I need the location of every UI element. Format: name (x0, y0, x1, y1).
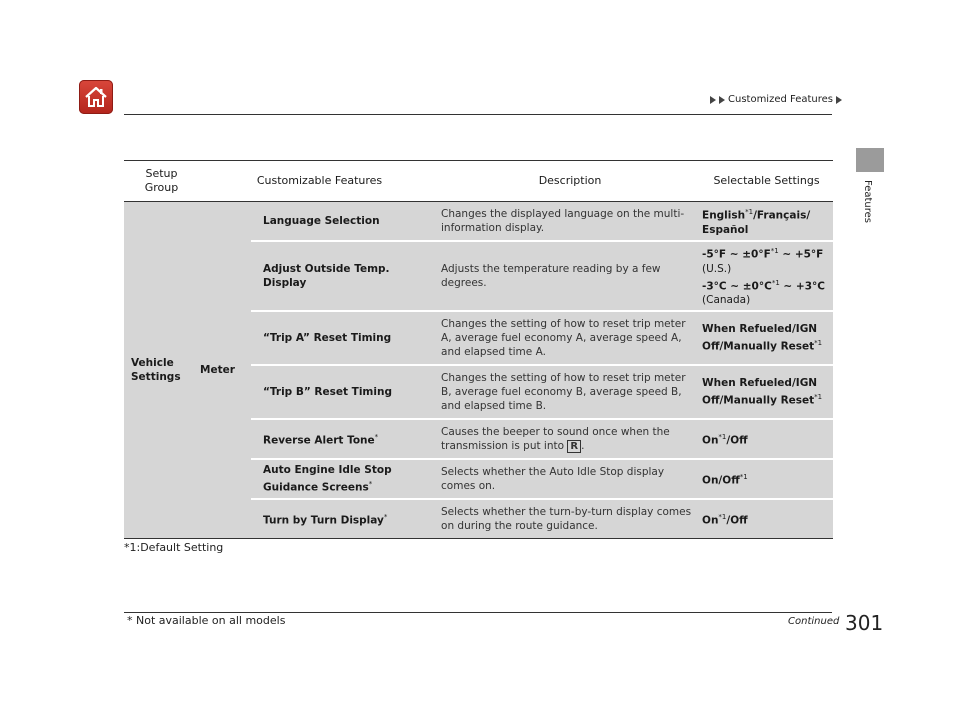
subgroup-cell: Meter (199, 202, 251, 539)
availability-note: * Not available on all models (127, 614, 286, 627)
triangle-right-icon (719, 96, 725, 104)
feature-cell: Adjust Outside Temp. Display (251, 241, 440, 311)
footer-rule (124, 612, 832, 613)
section-tab-marker[interactable] (856, 148, 884, 172)
home-button[interactable] (79, 80, 113, 114)
description-cell: Selects whether the Auto Idle Stop display comes on. (440, 459, 700, 499)
header-customizable-features: Customizable Features (199, 161, 440, 202)
settings-cell: When Refueled/IGN Off/Manually Reset$^{*1}$ (700, 365, 833, 419)
description-cell: Changes the setting of how to reset trip meter A, average fuel economy A, average speed A, and elapsed time A. (440, 311, 700, 365)
customized-features-table (124, 160, 833, 539)
breadcrumb-label[interactable]: Customized Features (728, 94, 834, 105)
header-selectable-settings: Selectable Settings (700, 161, 833, 202)
settings-cell: -5°F ~ $\pm 0^\circ F^{*1}$ ~ +5°F (U.S.) -3°C ~ $\pm 0^\circ C^{*1}$ ~ +3°C (Canada) (700, 241, 833, 311)
header-description: Description (440, 161, 700, 202)
feature-cell: “Trip A” Reset Timing (251, 311, 440, 365)
feature-cell: “Trip B” Reset Timing (251, 365, 440, 419)
breadcrumb[interactable] (710, 94, 842, 105)
header-setup-group: Setup Group (124, 161, 199, 202)
header-rule (124, 114, 832, 115)
settings-cell: On$^{*1}$/Off (700, 499, 833, 539)
feature-cell: Auto Engine Idle Stop Guidance Screens* (251, 459, 440, 499)
page-number: 301 (845, 611, 884, 635)
table-row (124, 202, 833, 241)
feature-cell: Turn by Turn Display* (251, 499, 440, 539)
description-cell: Changes the displayed language on the multi-information display. (440, 202, 700, 241)
default-setting-footnote: *1:Default Setting (124, 541, 224, 554)
description-cell: Changes the setting of how to reset trip meter B, average fuel economy B, average speed B, and elapsed time B. (440, 365, 700, 419)
settings-cell: On/Off$^{*1}$ (700, 459, 833, 499)
description-cell: Selects whether the turn-by-turn display comes on during the route guidance. (440, 499, 700, 539)
feature-cell: Reverse Alert Tone* (251, 419, 440, 459)
reverse-gear-key: R (567, 440, 581, 453)
settings-cell: On$^{*1}$/Off (700, 419, 833, 459)
feature-cell: Language Selection (251, 202, 440, 241)
settings-cell: When Refueled/IGN Off/Manually Reset$^{*1}$ (700, 311, 833, 365)
setup-group-cell: Vehicle Settings (124, 202, 199, 539)
triangle-right-icon (836, 96, 842, 104)
triangle-right-icon (710, 96, 716, 104)
table-header-row (124, 161, 833, 202)
settings-cell: English$^{*1}$/Français/ Español (700, 202, 833, 241)
section-tab-label: Features (862, 180, 873, 223)
description-cell: Causes the beeper to sound once when the transmission is put into R . (440, 419, 700, 459)
description-cell: Adjusts the temperature reading by a few degrees. (440, 241, 700, 311)
home-icon (84, 85, 108, 109)
continued-label: Continued (788, 616, 840, 627)
